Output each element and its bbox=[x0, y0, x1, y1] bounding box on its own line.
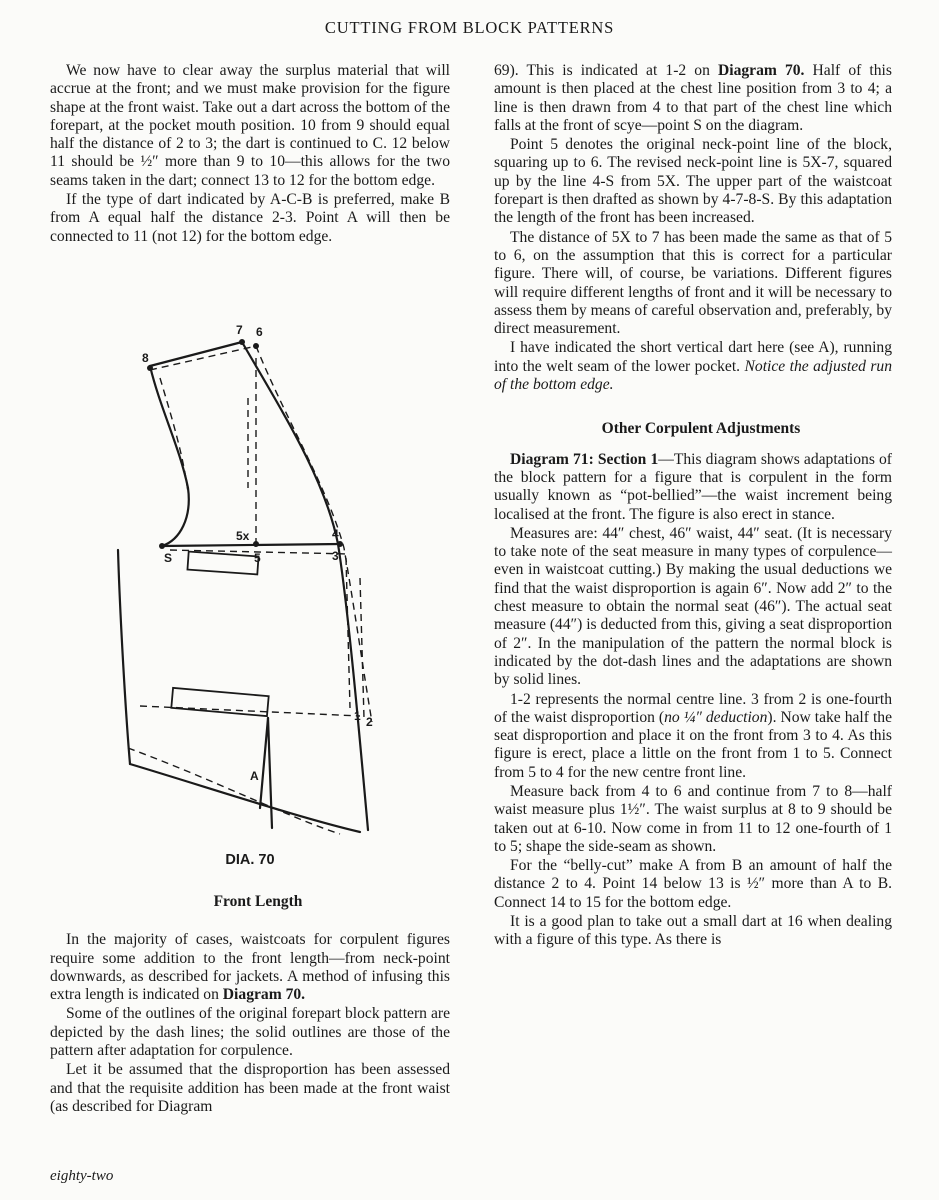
shoulder-line bbox=[150, 342, 242, 366]
point-6-label: 6 bbox=[256, 325, 263, 339]
chest-line bbox=[162, 544, 340, 546]
dart-line bbox=[260, 718, 268, 808]
page-number: eighty-two bbox=[50, 1168, 114, 1184]
diagram-70 bbox=[110, 318, 430, 848]
left-column-top bbox=[50, 62, 450, 247]
forepart-pattern-drawing bbox=[110, 318, 430, 848]
upper-pocket bbox=[187, 552, 258, 575]
point-7-label: 7 bbox=[236, 323, 243, 337]
paragraph: For the “belly-cut” make A from B an amount of half the distance 2 to 4. Point 14 below 13 is ½″ more than A to B. Connect 14 to 15 for the bottom edge. bbox=[494, 857, 892, 911]
section-heading: Front Length bbox=[213, 893, 303, 910]
section-heading: Other Corpulent Adjustments bbox=[601, 420, 801, 438]
point-2-label: 2 bbox=[366, 715, 373, 729]
original-front-dashed bbox=[256, 346, 372, 722]
right-column bbox=[494, 62, 892, 951]
paragraph: Some of the outlines of the original forepart block pattern are depicted by the dash lines; the solid outlines are those of the pattern after adaptation for corpulence. bbox=[50, 1005, 450, 1060]
bottom-edge-line bbox=[130, 764, 360, 832]
paragraph: Let it be assumed that the disproportion has been assessed and that the requisite addition has been made at the front waist (as described for Diagram bbox=[50, 1061, 450, 1115]
point-a-label: A bbox=[250, 769, 259, 783]
point-4-label: 4 bbox=[332, 527, 339, 541]
paragraph: We now have to clear away the surplus material that will accrue at the front; and we must make provision for the figure shape at the front waist. Take out a dart across the bottom of the forepart, at the pocket mouth position. 10 from 9 should equal half the distance of 2 to 3; the dart is continued to C. 12 below 11 should be ½″ more than 9 to 10—this allows for the two seams taken in the dart; connect 13 to 12 for the bottom edge. bbox=[50, 62, 450, 189]
side-seam-line bbox=[118, 550, 130, 764]
centre-line-dashed bbox=[360, 578, 364, 718]
lower-pocket bbox=[171, 688, 268, 716]
paragraph: If the type of dart indicated by A-C-B is preferred, make B from A equal half the distance 2-3. Point A will then be connected to 11 (not 12) for the bottom edge. bbox=[50, 191, 450, 245]
point-5x-label: 5x bbox=[236, 529, 250, 543]
point-8-label: 8 bbox=[142, 351, 149, 365]
front-edge-line bbox=[242, 342, 368, 830]
paragraph: It is a good plan to take out a small dart at 16 when dealing with a figure of this type. As there is bbox=[494, 913, 892, 949]
paragraph: Measure back from 4 to 6 and continue from 7 to 8—half waist measure plus 1½″. The waist surplus at 8 to 9 should be taken out at 6-10. Now come in from 11 to 12 one-fourth of 1 to 5; shape the side-seam as shown. bbox=[494, 782, 892, 855]
page-header: CUTTING FROM BLOCK PATTERNS bbox=[324, 18, 615, 37]
left-column-bottom bbox=[50, 893, 450, 1117]
diagram-caption: DIA. 70 bbox=[225, 852, 275, 868]
paragraph: 1-2 represents the normal centre line. 3 from 2 is one-fourth of the waist disproportion (no ¼″ deduction). Now take half the seat disproportion and place it on the front from 3 to 4. As this figure is erect, place a little on the front from 1 to 5. Connect from 5 to 4 for the new centre front line. bbox=[494, 690, 892, 781]
paragraph: Measures are: 44″ chest, 46″ waist, 44″ seat. (It is necessary to take note of the seat measure in many types of corpulence—even in waistcoat cutting.) By making the usual deductions we find that the waist disproportion is again 6″. Now add 2″ to the chest measure to obtain the normal seat (46″). The actual seat measure (44″) is deducted from this, giving a seat disproportion of 2″. In the manipulation of the pattern the normal block is indicated by the dot-dash lines and the adaptations are shown by solid lines. bbox=[494, 524, 892, 689]
point-5-label: 5 bbox=[254, 551, 261, 565]
original-armhole-dashed bbox=[160, 378, 188, 493]
point-s-label: S bbox=[164, 551, 173, 565]
paragraph: In the majority of cases, waistcoats for corpulent figures require some addition to the front length—from neck-point downwards, as described for jackets. A method of infusing this extra length is indicated on Diagram 70. bbox=[50, 931, 450, 1004]
point-1-label: 1 bbox=[354, 709, 361, 723]
paragraph: Point 5 denotes the original neck-point line of the block, squaring up to 6. The revised neck-point line is 5X-7, squared up by the line 4-S from 5X. The upper part of the waistcoat forepart is then drafted as shown by 4-7-8-S. By this adaptation the length of the front has been increased. bbox=[494, 136, 892, 227]
original-bottom-dashed bbox=[128, 748, 340, 834]
original-shoulder-dashed bbox=[150, 346, 256, 370]
paragraph: Diagram 71: Section 1—This diagram shows adaptations of the block pattern for a figure that is corpulent in the form usually known as “pot-bellied”—the waist increment being localised at the front. The figure is also erect in stance. bbox=[494, 450, 892, 523]
dart-line bbox=[268, 718, 272, 828]
point-3-label: 3 bbox=[332, 549, 339, 563]
paragraph: 69). This is indicated at 1-2 on Diagram 70. Half of this amount is then placed at the chest line position from 3 to 4; a line is then drawn from 4 to that part of the chest line which falls at the front of scye—point S on the diagram. bbox=[494, 62, 892, 134]
paragraph: I have indicated the short vertical dart here (see A), running into the welt seam of the lower pocket. Notice the adjusted run of the bottom edge. bbox=[494, 339, 892, 394]
armhole-curve bbox=[150, 366, 189, 546]
paragraph: The distance of 5X to 7 has been made the same as that of 5 to 6, on the assumption that this is correct for a particular figure. There will, of course, be variations. Different figures will require different lengths of front and it will be necessary to assess them by means of careful observation and, preferably, by direct measurement. bbox=[494, 228, 892, 338]
